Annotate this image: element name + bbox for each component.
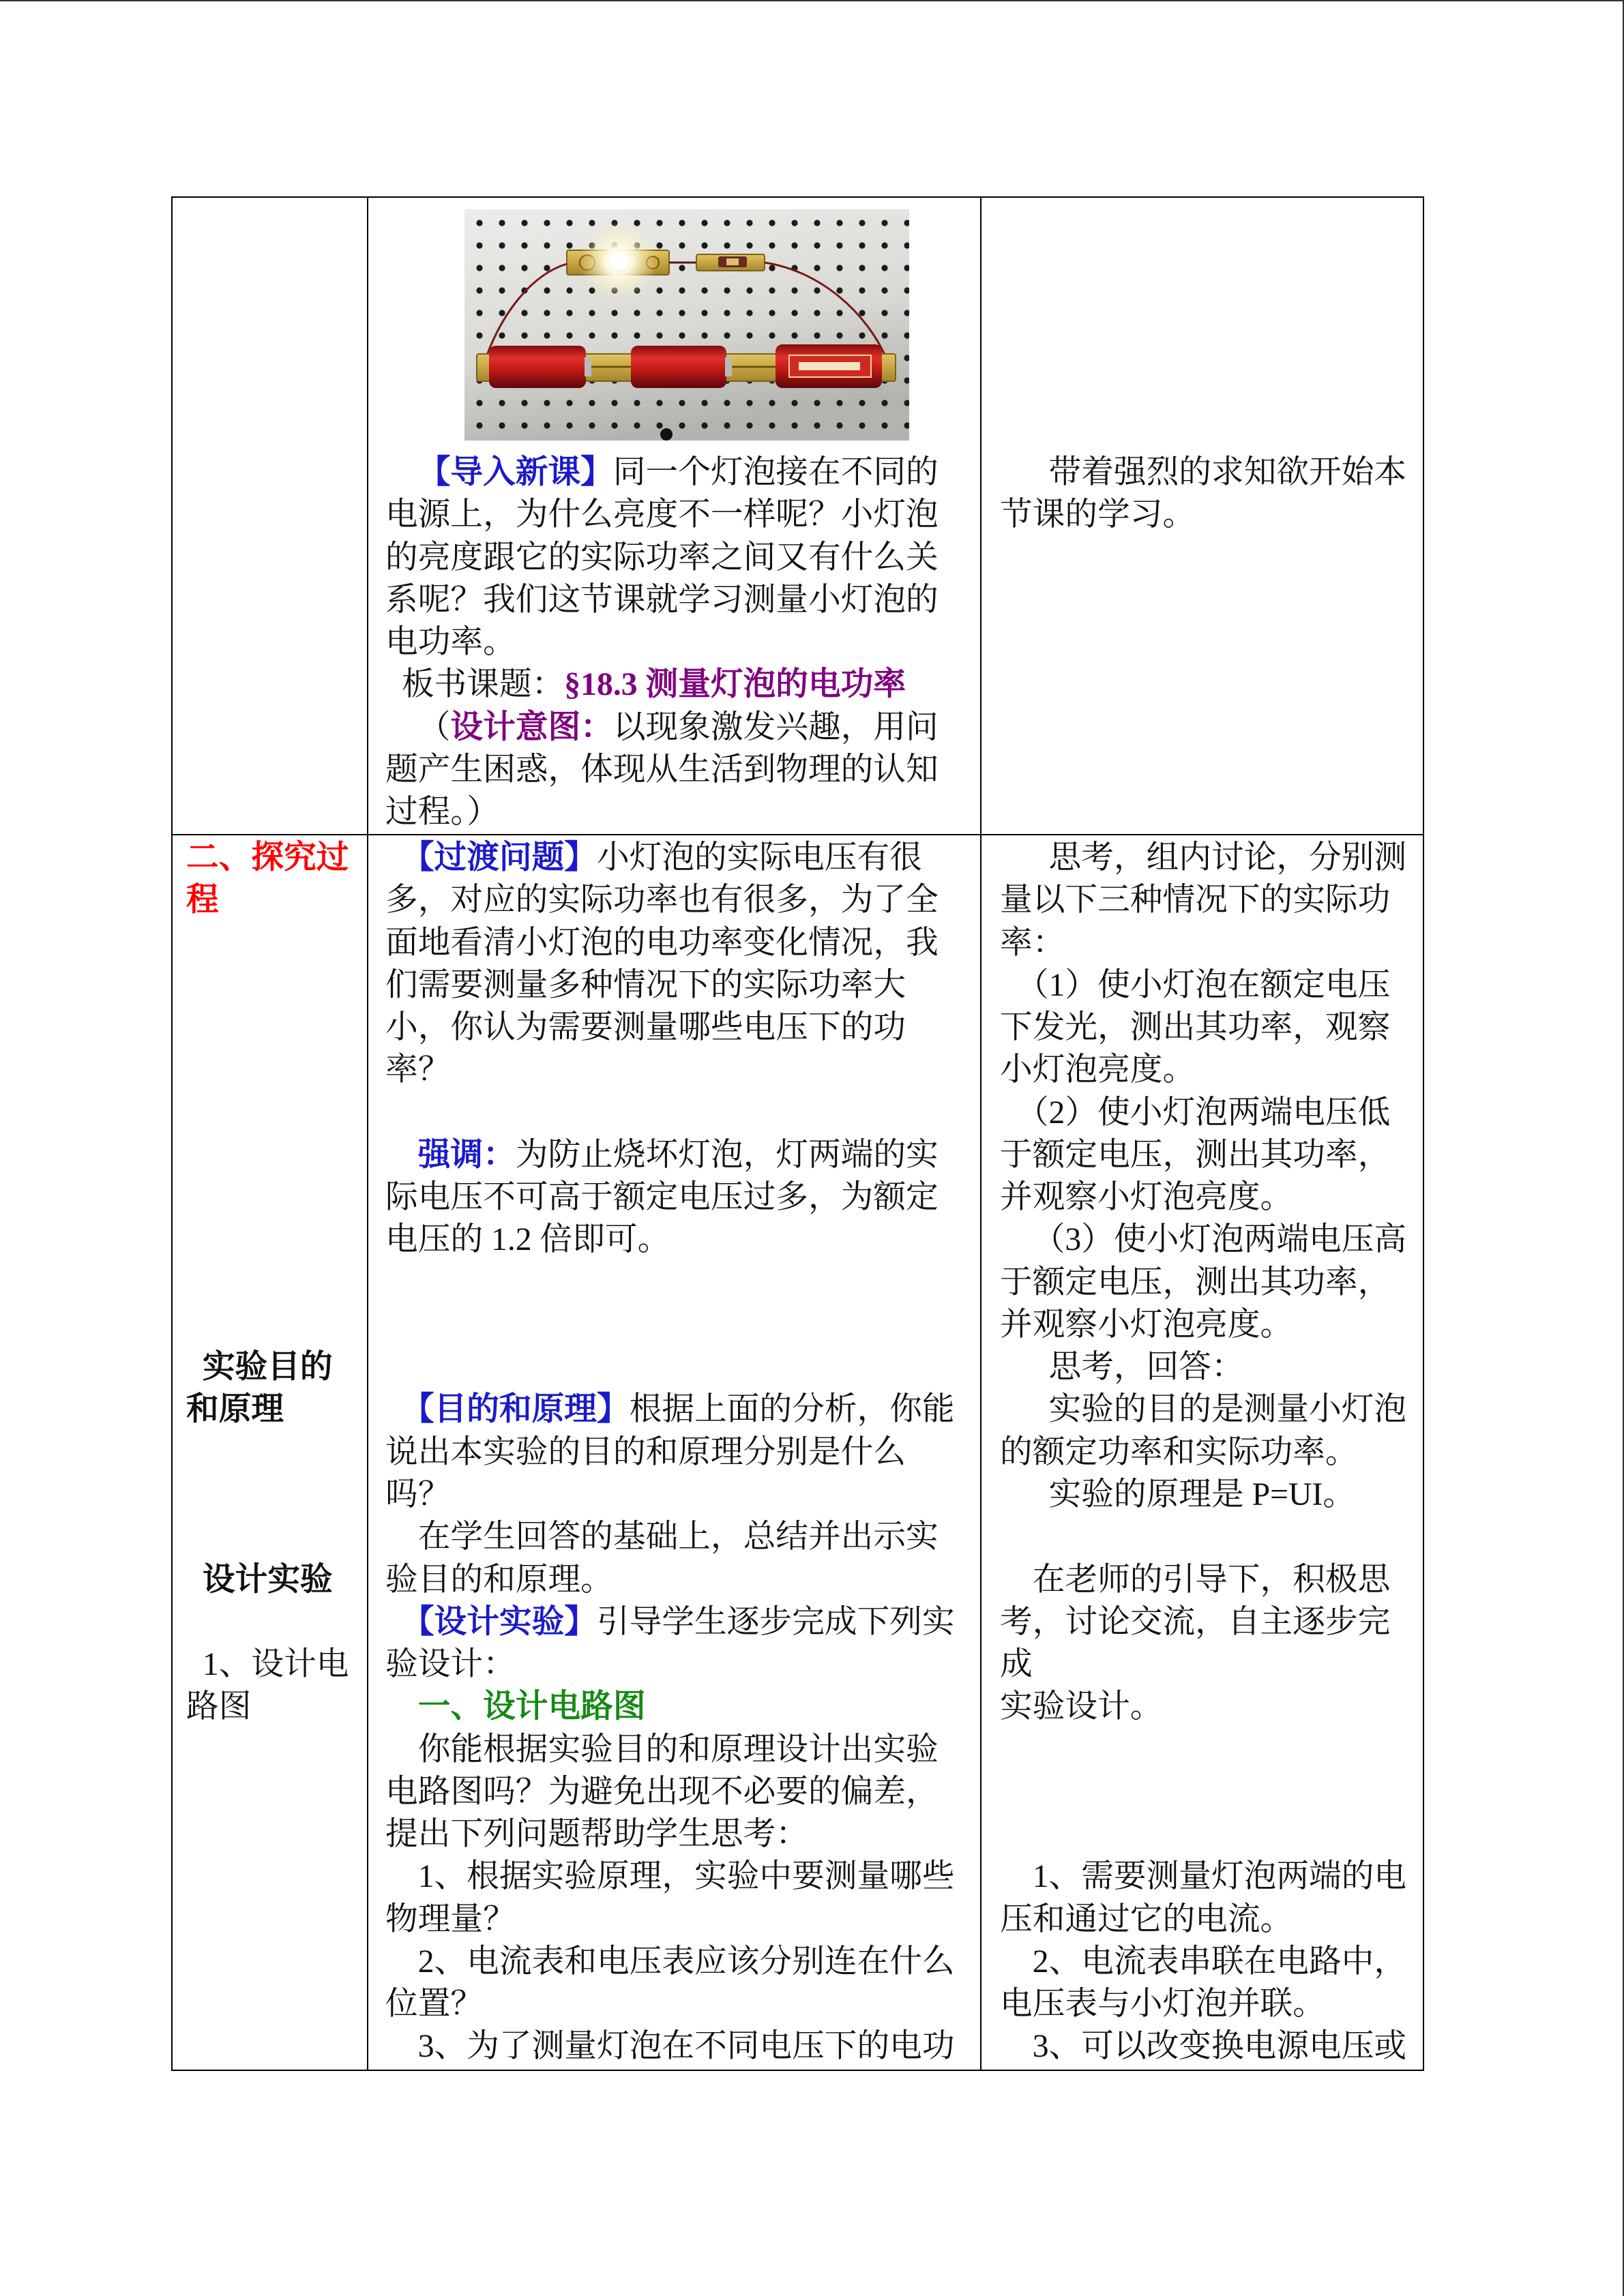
principle-line: 实验的原理是 P=UI。	[1048, 1476, 1356, 1512]
text-line: 率？	[385, 1052, 451, 1088]
circuit-heading: 一、设计电路图	[417, 1688, 646, 1726]
text-line: 的额定功率和实际功率。	[1000, 1433, 1358, 1470]
text-line: 思考，回答：	[1048, 1349, 1244, 1386]
text-line: 多，对应的实际功率也有很多，为了全	[385, 882, 939, 919]
row2-student-cell	[981, 835, 1423, 2070]
text-line: 小，你认为需要测量哪些电压下的功	[385, 1009, 906, 1046]
board-title-line	[385, 664, 980, 706]
row2-teacher-cell	[368, 835, 980, 2070]
step1-heading: 1、设计电	[202, 1646, 349, 1683]
spacer	[1000, 1729, 1423, 1856]
design-heading: 设计实验	[202, 1560, 333, 1598]
spacer	[385, 1092, 980, 1134]
intro-text-block	[368, 451, 980, 833]
text-line: 在学生回答的基础上，总结并出示实	[417, 1519, 939, 1555]
design-text: 引导学生逐步完成下列实	[596, 1603, 955, 1640]
board-title: §18.3 测量灯泡的电功率	[564, 666, 906, 703]
answer-line: 3、可以改变换电源电压或	[1032, 2028, 1407, 2065]
case-line: （2）使小灯泡两端电压低	[1016, 1094, 1391, 1131]
purpose-line	[385, 1388, 980, 1431]
case-line: （3）使小灯泡两端电压高	[1032, 1221, 1407, 1258]
text-line: 实验的目的是测量小灯泡	[1048, 1391, 1407, 1428]
spacer	[186, 1431, 367, 1559]
text-line: 考，讨论交流，自主逐步完	[1000, 1603, 1391, 1640]
text-line: 成	[1000, 1646, 1033, 1683]
case-line: 并观察小灯泡亮度。	[1000, 1179, 1293, 1216]
purpose-label: 【目的和原理】	[401, 1390, 630, 1429]
text-line	[385, 451, 980, 494]
text-line: 验设计：	[385, 1646, 516, 1683]
student-block	[981, 837, 1423, 2068]
intent-text: 以现象激发兴趣，用问	[612, 709, 939, 745]
text-line: 说出本实验的目的和原理分别是什么	[385, 1433, 906, 1470]
case-line: 下发光，测出其功率，观察	[1000, 1009, 1391, 1046]
design-line	[385, 1601, 980, 1643]
row1-student-cell	[981, 198, 1423, 834]
question-line: 物理量？	[385, 1900, 516, 1937]
text-line: 系呢？我们这节课就学习测量小灯泡的	[385, 581, 939, 618]
intro-student-block	[981, 451, 1423, 537]
battery-1	[489, 346, 591, 388]
answer-line: 1、需要测量灯泡两端的电	[1032, 1858, 1407, 1895]
stage-block	[173, 837, 367, 1729]
answer-line: 压和通过它的电流。	[1000, 1900, 1293, 1937]
text-line: 过程。）	[385, 794, 499, 831]
case-line: 于额定电压，测出其功率，	[1000, 1264, 1391, 1300]
purpose-heading: 和原理	[186, 1390, 284, 1429]
text-line: 面地看清小灯泡的电功率变化情况，我	[385, 924, 939, 961]
intent-label: 设计意图：	[450, 708, 613, 746]
text-line: 节课的学习。	[1000, 496, 1196, 533]
purpose-text: 根据上面的分析，你能	[629, 1391, 955, 1428]
text-line: 带着强烈的求知欲开始本	[1048, 454, 1407, 490]
answer-line: 电压表与小灯泡并联。	[1000, 1986, 1325, 2023]
case-line: 小灯泡亮度。	[1000, 1052, 1196, 1088]
question-line: 位置？	[385, 1986, 484, 2023]
spacer	[186, 1601, 367, 1643]
transition-label: 【过渡问题】	[401, 839, 597, 876]
text-line: 电压的 1.2 倍即可。	[385, 1221, 670, 1258]
design-label: 【设计实验】	[401, 1602, 597, 1641]
question-line: 2、电流表和电压表应该分别连在什么	[417, 1943, 955, 1980]
text-line: 实验设计。	[1000, 1688, 1163, 1725]
transition-line	[385, 837, 980, 879]
case-line: 于额定电压，测出其功率，	[1000, 1136, 1391, 1173]
text-line: 吗？	[385, 1476, 451, 1512]
row2-stage-cell	[173, 835, 367, 2070]
text-line: 思考，组内讨论，分别测	[1048, 839, 1407, 876]
section-title: 程	[186, 881, 219, 919]
text-line: 提出下列问题帮助学生思考：	[385, 1816, 808, 1853]
text-line: 量以下三种情况下的实际功	[1000, 882, 1391, 919]
intro-text: 同一个灯泡接在不同的	[612, 454, 939, 490]
case-line: （1）使小灯泡在额定电压	[1016, 966, 1391, 1003]
text-line: 电源上，为什么亮度不一样呢？小灯泡	[385, 496, 939, 533]
spacer	[1000, 1516, 1423, 1558]
text-line: 率：	[1000, 924, 1065, 961]
step1-heading: 路图	[186, 1688, 252, 1725]
row1-teacher-cell	[368, 198, 980, 834]
text-line: 的亮度跟它的实际功率之间又有什么关	[385, 539, 939, 576]
battery-2	[631, 346, 732, 388]
transition-text: 小灯泡的实际电压有很	[596, 839, 922, 876]
question-line: 1、根据实验原理，实验中要测量哪些	[417, 1858, 955, 1895]
text-line: 电路图吗？为避免出现不必要的偏差，	[385, 1773, 939, 1810]
lamp-bulb	[610, 252, 628, 270]
emphasis-label: 强调：	[417, 1135, 516, 1174]
circuit-photo	[464, 209, 909, 441]
purpose-heading: 实验目的	[202, 1348, 333, 1386]
text-line: 们需要测量多种情况下的实际功率大	[385, 966, 906, 1003]
intent-open: （	[417, 709, 451, 745]
text-line: 电功率。	[385, 624, 516, 661]
spacer	[186, 922, 367, 1347]
battery-3	[776, 344, 882, 388]
peg-hole	[660, 428, 673, 441]
design-intent-line	[385, 706, 980, 749]
board-prefix: 板书课题：	[401, 666, 565, 703]
spacer	[385, 1262, 980, 1389]
text-line: 验目的和原理。	[385, 1561, 613, 1598]
text-line: 在老师的引导下，积极思	[1032, 1561, 1391, 1598]
section-title: 二、探究过	[186, 839, 349, 876]
intro-label: 【导入新课】	[417, 453, 613, 491]
teacher-block	[368, 837, 980, 2068]
emphasis-text: 为防止烧坏灯泡，灯两端的实	[515, 1136, 939, 1173]
question-line: 3、为了测量灯泡在不同电压下的电功	[417, 2028, 955, 2065]
case-line: 并观察小灯泡亮度。	[1000, 1306, 1293, 1343]
row1-stage-cell	[173, 198, 367, 834]
switch	[696, 254, 765, 271]
answer-line: 2、电流表串联在电路中，	[1032, 1943, 1407, 1980]
emphasis-line	[385, 1134, 980, 1176]
text-line: 题产生困惑，体现从生活到物理的认知	[385, 751, 939, 788]
text-line: 你能根据实验目的和原理设计出实验	[417, 1731, 939, 1768]
text-line: 际电压不可高于额定电压过多，为额定	[385, 1179, 939, 1216]
